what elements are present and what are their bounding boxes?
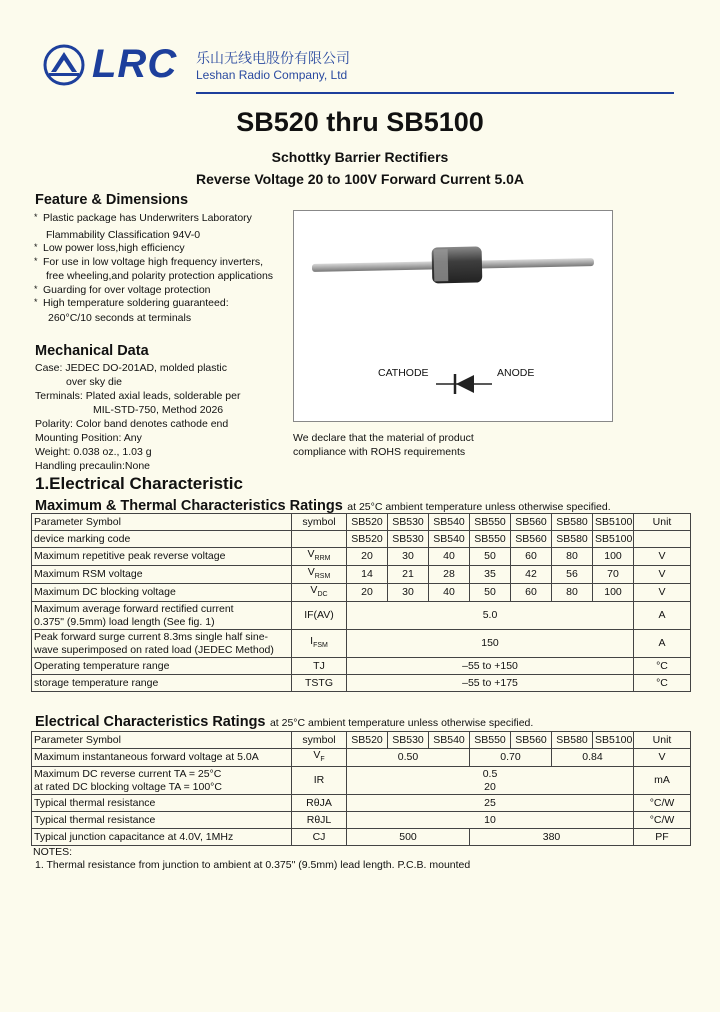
mechanical-line: over sky die — [66, 376, 123, 388]
symbol-cell: CJ — [292, 829, 347, 846]
param-cell: Typical thermal resistance — [32, 795, 292, 812]
lrc-logo-icon — [43, 44, 85, 86]
page-title: SB520 thru SB5100 — [236, 107, 484, 137]
table-row — [32, 548, 691, 566]
subtitle-device-type: Schottky Barrier Rectifiers — [271, 149, 449, 165]
header-cell: Parameter Symbol — [32, 732, 292, 749]
param-cell: Typical thermal resistance — [32, 812, 292, 829]
elec-ratings-table — [31, 731, 691, 846]
bullet-icon: * — [34, 242, 38, 252]
header-cell: Unit — [634, 732, 691, 749]
cathode-label: CATHODE — [378, 367, 429, 379]
mechanical-line: Handling precaulin:None — [35, 460, 150, 472]
value-cell: 28 — [429, 566, 470, 584]
elec-ratings-note: at 25°C ambient temperature unless otherwise specified. — [269, 717, 534, 729]
symbol-cell: IR — [292, 767, 347, 795]
table-row — [32, 812, 691, 829]
table-row — [32, 767, 691, 795]
header-cell: SB520 — [347, 732, 388, 749]
notes-title: NOTES: — [33, 846, 73, 858]
header-cell: SB560 — [511, 732, 552, 749]
header-cell: SB540 — [429, 514, 470, 531]
table-row — [32, 531, 691, 548]
axial-diode-icon — [294, 211, 612, 421]
table-row — [32, 795, 691, 812]
header-cell: SB5100 — [593, 514, 634, 531]
header-cell: SB520 — [347, 514, 388, 531]
bullet-icon: * — [34, 297, 38, 307]
value-cell: 80 — [552, 584, 593, 602]
header-divider — [196, 92, 674, 94]
feature-item: For use in low voltage high frequency inverters, — [43, 256, 264, 268]
unit-cell: A — [634, 602, 691, 630]
max-ratings-title: Maximum & Thermal Characteristics Ratings — [35, 498, 343, 514]
value-cell: 100 — [593, 548, 634, 566]
header-cell: SB540 — [429, 732, 470, 749]
feature-item-cont: free wheeling,and polarity protection applications — [46, 270, 274, 282]
unit-cell: mA — [634, 767, 691, 795]
param-cell: device marking code — [32, 531, 292, 548]
rohs-declaration: We declare that the material of product — [293, 432, 474, 444]
table-row — [32, 584, 691, 602]
header-cell: SB530 — [388, 514, 429, 531]
max-ratings-table — [31, 513, 691, 692]
marking-cell: SB5100 — [593, 531, 634, 548]
symbol-cell — [292, 531, 347, 548]
feature-item: Plastic package has Underwriters Laboratory — [43, 212, 252, 224]
value-cell: 60 — [511, 584, 552, 602]
value-cell: 30 — [388, 584, 429, 602]
max-ratings-note: at 25°C ambient temperature unless otherwise specified. — [347, 501, 611, 513]
unit-cell: V — [634, 548, 691, 566]
value-cell: 0.70 — [470, 749, 552, 767]
mechanical-line: Case: JEDEC DO-201AD, molded plastic — [35, 362, 227, 374]
header-cell: SB580 — [552, 732, 593, 749]
mechanical-line: MIL-STD-750, Method 2026 — [93, 404, 224, 416]
header-cell: Parameter Symbol — [32, 514, 292, 531]
header-cell: Unit — [634, 514, 691, 531]
marking-cell: SB580 — [552, 531, 593, 548]
value-cell: 10 — [347, 812, 634, 829]
bullet-icon: * — [34, 212, 38, 222]
header-cell: SB5100 — [593, 732, 634, 749]
subtitle-ratings: Reverse Voltage 20 to 100V Forward Current 5.0A — [195, 171, 525, 187]
value-cell: 0.50 — [347, 749, 470, 767]
table-header-row — [32, 732, 691, 749]
unit-cell: PF — [634, 829, 691, 846]
value-cell: 14 — [347, 566, 388, 584]
symbol-cell: TSTG — [292, 675, 347, 692]
mechanical-line: Polarity: Color band denotes cathode end — [35, 418, 229, 430]
param-cell: Typical junction capacitance at 4.0V, 1MHz — [32, 829, 292, 846]
value-cell: 70 — [593, 566, 634, 584]
marking-cell: SB540 — [429, 531, 470, 548]
feature-item: Guarding for over voltage protection — [43, 284, 211, 296]
symbol-cell: RθJL — [292, 812, 347, 829]
header-cell: SB550 — [470, 514, 511, 531]
table-row — [32, 658, 691, 675]
rohs-declaration-cont: compliance with ROHS requirements — [293, 446, 466, 458]
table-row — [32, 675, 691, 692]
header-cell: SB530 — [388, 732, 429, 749]
unit-cell: A — [634, 630, 691, 658]
table-row — [32, 630, 691, 658]
param-cell: Maximum DC reverse current TA = 25°C at rated DC blocking voltage TA = 100°C — [32, 767, 292, 795]
param-cell: Operating temperature range — [32, 658, 292, 675]
company-name-english: Leshan Radio Company, Ltd — [196, 68, 348, 82]
marking-cell: SB550 — [470, 531, 511, 548]
value-cell: 42 — [511, 566, 552, 584]
unit-cell: V — [634, 749, 691, 767]
value-cell: 20 — [347, 584, 388, 602]
value-cell: –55 to +150 — [347, 658, 634, 675]
symbol-cell: $I_{FSM}$ — [292, 630, 347, 658]
param-cell: Maximum DC blocking voltage — [32, 584, 292, 602]
header-cell: SB580 — [552, 514, 593, 531]
note-item: 1. Thermal resistance from junction to ambient at 0.375" (9.5mm) lead length. P.C.B. mounted — [35, 859, 471, 871]
mechanical-line: Terminals: Plated axial leads, solderable per — [35, 390, 241, 402]
param-cell: Peak forward surge current 8.3ms single half sine- wave superimposed on rated load (JEDEC Method) — [32, 630, 292, 658]
unit-cell: °C/W — [634, 812, 691, 829]
value-cell: 500 — [347, 829, 470, 846]
bullet-icon: * — [34, 256, 38, 266]
elec-ratings-heading — [35, 713, 533, 731]
value-cell: 80 — [552, 548, 593, 566]
unit-cell: V — [634, 566, 691, 584]
param-cell: Maximum repetitive peak reverse voltage — [32, 548, 292, 566]
header-cell: SB550 — [470, 732, 511, 749]
param-cell: Maximum instantaneous forward voltage at 5.0A — [32, 749, 292, 767]
feature-item: Low power loss,high efficiency — [43, 242, 185, 254]
value-cell: 0.5 20 — [347, 767, 634, 795]
feature-item-cont: 260°C/10 seconds at terminals — [48, 312, 192, 324]
mechanical-heading: Mechanical Data — [35, 343, 149, 359]
mechanical-line: Mounting Position: Any — [35, 432, 142, 444]
param-cell: Maximum average forward rectified current 0.375" (9.5mm) load length (See fig. 1) — [32, 602, 292, 630]
unit-cell — [634, 531, 691, 548]
symbol-cell: RθJA — [292, 795, 347, 812]
unit-cell: °C — [634, 675, 691, 692]
table-row — [32, 566, 691, 584]
table-row — [32, 829, 691, 846]
value-cell: 56 — [552, 566, 593, 584]
symbol-cell: $V_{RSM}$ — [292, 566, 347, 584]
logo-wordmark: LRC — [92, 42, 178, 86]
unit-cell: V — [634, 584, 691, 602]
symbol-cell: IF(AV) — [292, 602, 347, 630]
feature-item-cont: Flammability Classification 94V-0 — [46, 229, 201, 241]
diode-package-image — [293, 210, 613, 422]
value-cell: 60 — [511, 548, 552, 566]
value-cell: 21 — [388, 566, 429, 584]
feature-item: High temperature soldering guaranteed: — [43, 297, 229, 309]
elec-ratings-title: Electrical Characteristics Ratings — [35, 714, 266, 730]
value-cell: 50 — [470, 548, 511, 566]
marking-cell: SB530 — [388, 531, 429, 548]
value-cell: 5.0 — [347, 602, 634, 630]
marking-cell: SB520 — [347, 531, 388, 548]
value-cell: 100 — [593, 584, 634, 602]
anode-label: ANODE — [497, 367, 535, 379]
symbol-cell: $V_F$ — [292, 749, 347, 767]
header-cell: symbol — [292, 732, 347, 749]
header-cell: SB560 — [511, 514, 552, 531]
value-cell: 150 — [347, 630, 634, 658]
symbol-cell: $V_{DC}$ — [292, 584, 347, 602]
table-row — [32, 602, 691, 630]
unit-cell: °C/W — [634, 795, 691, 812]
symbol-cell: $V_{RRM}$ — [292, 548, 347, 566]
features-heading: Feature & Dimensions — [35, 192, 189, 208]
section-heading: 1.Electrical Characteristic — [35, 474, 243, 493]
value-cell: –55 to +175 — [347, 675, 634, 692]
value-cell: 25 — [347, 795, 634, 812]
table-row — [32, 749, 691, 767]
mechanical-line: Weight: 0.038 oz., 1.03 g — [35, 446, 152, 458]
header-cell: symbol — [292, 514, 347, 531]
marking-cell: SB560 — [511, 531, 552, 548]
value-cell: 35 — [470, 566, 511, 584]
bullet-icon: * — [34, 284, 38, 294]
value-cell: 40 — [429, 584, 470, 602]
table-header-row — [32, 514, 691, 531]
company-name-chinese: 乐山无线电股份有限公司 — [196, 50, 350, 66]
param-cell: Maximum RSM voltage — [32, 566, 292, 584]
value-cell: 0.84 — [552, 749, 634, 767]
value-cell: 20 — [347, 548, 388, 566]
param-cell: storage temperature range — [32, 675, 292, 692]
value-cell: 50 — [470, 584, 511, 602]
symbol-cell: TJ — [292, 658, 347, 675]
value-cell: 40 — [429, 548, 470, 566]
value-cell: 30 — [388, 548, 429, 566]
value-cell: 380 — [470, 829, 634, 846]
unit-cell: °C — [634, 658, 691, 675]
